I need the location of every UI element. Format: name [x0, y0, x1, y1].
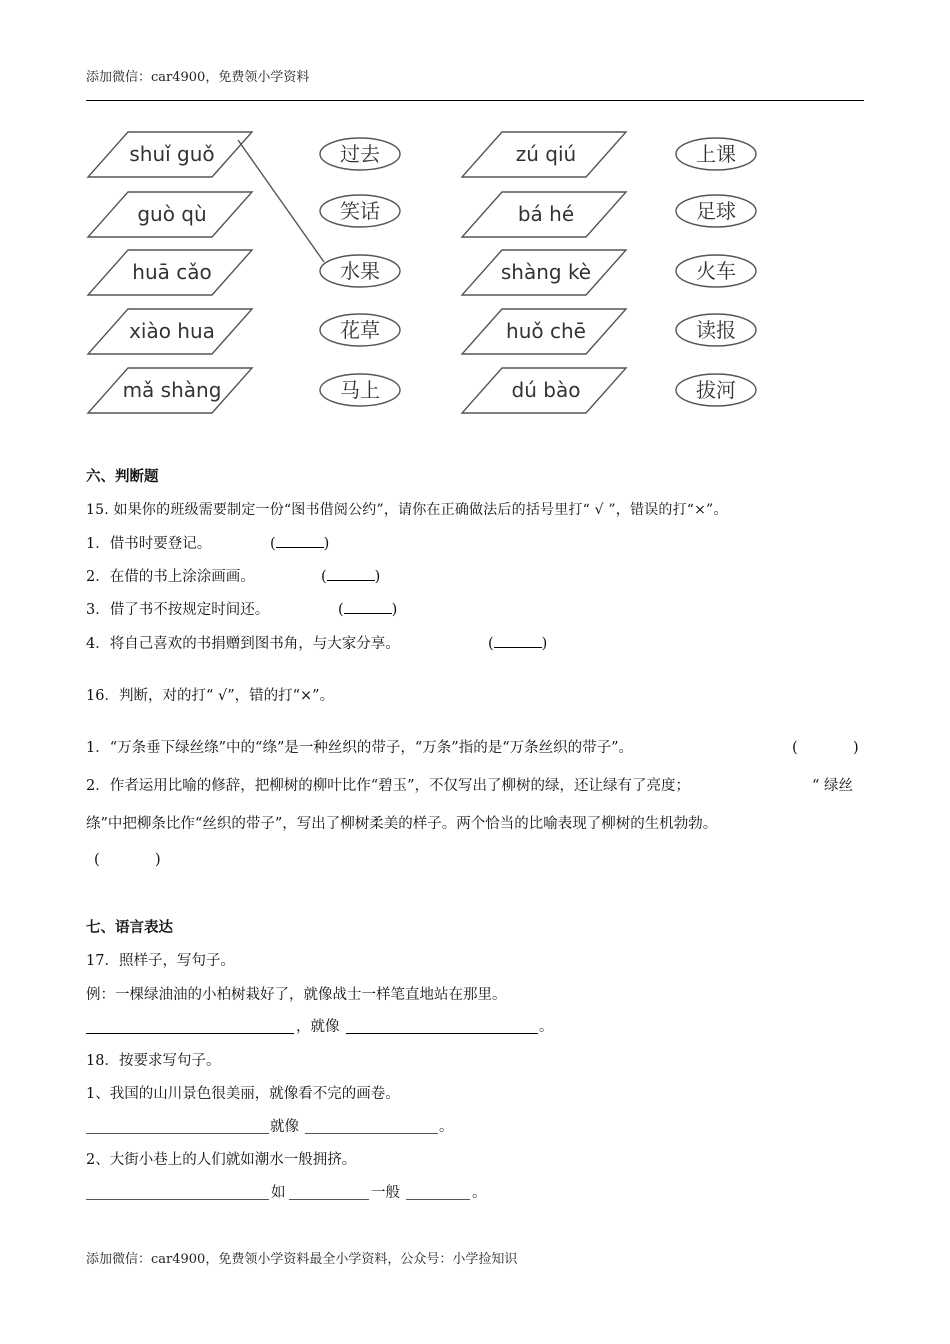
q15-item-1: 1．借书时要登记。 — [86, 536, 212, 552]
left-word-4: 花草 — [340, 318, 380, 342]
left-pinyin-5: mǎ shàng — [122, 378, 222, 402]
q16-item-2-line-2: 绦”中把柳条比作“丝织的带子”，写出了柳树柔美的样子。两个恰当的比喻表现了柳树的生机勃勃。 — [86, 816, 718, 832]
q15-answer-4[interactable]: ( ) — [488, 636, 548, 652]
q17-stem: 17．照样子，写句子。 — [86, 953, 235, 969]
right-word-3: 火车 — [696, 259, 736, 283]
right-word-4: 读报 — [696, 318, 736, 342]
q18-item-2: 2、大街小巷上的人们就如潮水一般拥挤。 — [86, 1152, 357, 1168]
q18-item-2-mid-1: 如 — [271, 1185, 286, 1201]
right-pinyin-2: bá hé — [517, 202, 575, 226]
q15-answer-3[interactable]: ( ) — [338, 602, 398, 618]
q16-paren-2-open[interactable]: ( — [94, 852, 100, 868]
right-word-2: 足球 — [696, 199, 736, 223]
q16-paren-2-close: ) — [155, 852, 161, 868]
q17-blank-2[interactable] — [346, 1033, 538, 1034]
left-pinyin-1: shuǐ guǒ — [129, 142, 215, 166]
q16-paren-1-close: ) — [853, 740, 859, 756]
left-pinyin-4: xiào hua — [129, 319, 215, 343]
right-pinyin-5: dú bào — [511, 378, 581, 402]
q16-item-2-quote: “ 绿丝 — [812, 778, 854, 794]
header-divider — [86, 100, 864, 101]
q15-answer-2[interactable]: ( ) — [321, 569, 381, 585]
pinyin-matching-figure — [86, 122, 776, 422]
q18-item-1: 1、我国的山川景色很美丽，就像看不完的画卷。 — [86, 1086, 400, 1102]
q15-item-3: 3．借了书不按规定时间还。 — [86, 602, 270, 618]
page-header: 添加微信：car4900，免费领小学资料 — [86, 70, 310, 85]
q16-paren-1-open[interactable]: ( — [792, 740, 798, 756]
q18-item-2-end: 。 — [472, 1185, 487, 1201]
q17-end: 。 — [539, 1019, 554, 1035]
page-footer: 添加微信：car4900，免费领小学资料最全小学资料，公众号：小学捡知识 — [86, 1252, 518, 1267]
section-6-title: 六、判断题 — [86, 468, 159, 485]
left-word-5: 马上 — [340, 378, 380, 402]
q16-item-2-line-1: 2．作者运用比喻的修辞，把柳树的柳叶比作“碧玉”，不仅写出了柳树的绿，还让绿有了亮度； — [86, 778, 691, 794]
q16-stem: 16．判断，对的打“ √”，错的打“×”。 — [86, 688, 335, 704]
q17-blank-1[interactable] — [86, 1033, 294, 1034]
q17-example: 例：一棵绿油油的小柏树栽好了，就像战士一样笔直地站在那里。 — [86, 987, 507, 1003]
q18-item-2-blank-2[interactable] — [289, 1199, 369, 1200]
q18-item-2-mid-2: 一般 — [371, 1185, 400, 1201]
q15-item-2: 2．在借的书上涂涂画画。 — [86, 569, 255, 585]
example-match-line — [238, 140, 324, 262]
right-pinyin-3: shàng kè — [500, 260, 592, 284]
q18-item-1-blank-1[interactable] — [86, 1133, 269, 1134]
q15-answer-1[interactable]: ( ) — [270, 536, 330, 552]
left-word-1: 过去 — [340, 142, 380, 166]
section-7-title: 七、语言表达 — [86, 919, 173, 936]
q18-item-1-blank-2[interactable] — [305, 1133, 438, 1134]
right-word-5: 拔河 — [696, 378, 736, 402]
right-word-1: 上课 — [696, 142, 736, 166]
q18-item-2-blank-3[interactable] — [406, 1199, 470, 1200]
left-pinyin-3: huā cǎo — [132, 260, 212, 284]
right-pinyin-1: zú qiú — [515, 142, 577, 166]
q18-item-1-end: 。 — [439, 1119, 454, 1135]
q18-item-1-mid: 就像 — [270, 1119, 299, 1135]
q16-item-1: 1．“万条垂下绿丝绦”中的“绦”是一种丝织的带子，“万条”指的是“万条丝织的带子”。 — [86, 740, 634, 756]
left-word-2: 笑话 — [340, 199, 380, 223]
q15-stem: 15. 如果你的班级需要制定一份“图书借阅公约”，请你在正确做法后的括号里打“ √ ”，错误的打“×”。 — [86, 502, 728, 518]
left-pinyin-2: guò qù — [137, 202, 207, 226]
q15-item-4: 4．将自己喜欢的书捐赠到图书角，与大家分享。 — [86, 636, 400, 652]
q18-stem: 18．按要求写句子。 — [86, 1053, 221, 1069]
q18-item-2-blank-1[interactable] — [86, 1199, 269, 1200]
right-pinyin-4: huǒ chē — [506, 319, 586, 343]
left-word-3: 水果 — [340, 259, 380, 283]
q17-separator: ，就像 — [296, 1019, 340, 1035]
